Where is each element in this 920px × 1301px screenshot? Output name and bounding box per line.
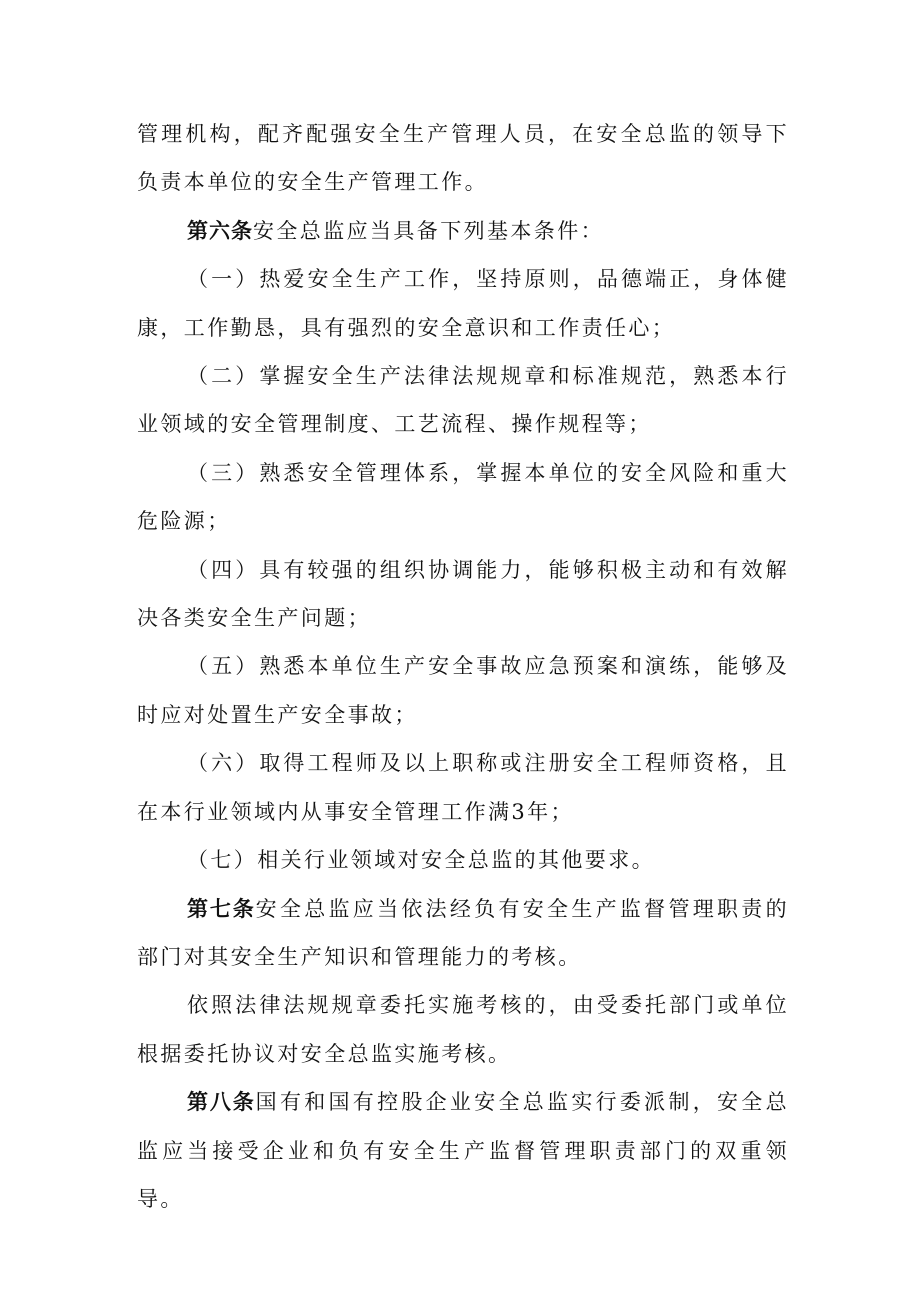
paragraph-text: （二）掌握安全生产法律法规规章和标准规范，熟悉本行业领域的安全管理制度、工艺流程、操作规程等； <box>137 364 789 437</box>
article-8-paragraph <box>137 1078 789 1223</box>
condition-item-6 <box>137 739 789 836</box>
condition-item-4 <box>137 546 789 643</box>
condition-item-1 <box>137 255 789 352</box>
article-7-continuation <box>137 981 789 1078</box>
paragraph-text: 国有和国有控股企业安全总监实行委派制，安全总监应当接受企业和负有安全生产监督管理职责部门的双重领导。 <box>137 1090 789 1211</box>
article-7-paragraph <box>137 885 789 982</box>
paragraph-text: （五）熟悉本单位生产安全事故应急预案和演练，能够及时应对处置生产安全事故； <box>137 654 789 727</box>
paragraph-text: 安全总监应当依法经负有安全生产监督管理职责的部门对其安全生产知识和管理能力的考核。 <box>137 896 789 969</box>
paragraph-continuation <box>137 110 789 207</box>
article-label: 第七条 <box>187 895 256 921</box>
article-label: 第八条 <box>187 1089 256 1115</box>
paragraph-text: 安全总监应当具备下列基本条件： <box>253 218 604 243</box>
condition-item-5 <box>137 642 789 739</box>
paragraph-text: （四）具有较强的组织协调能力，能够积极主动和有效解决各类安全生产问题； <box>137 557 789 631</box>
paragraph-text: （三）熟悉安全管理体系，掌握本单位的安全风险和重大危险源； <box>137 460 789 534</box>
paragraph-text: （六）取得工程师及以上职称或注册安全工程师资格，且在本行业领域内从事安全管理工作满3年； <box>137 751 789 824</box>
article-label: 第六条 <box>187 217 253 243</box>
condition-item-2 <box>137 352 789 449</box>
paragraph-text: （一）热爱安全生产工作，坚持原则，品德端正，身体健康，工作勤恳，具有强烈的安全意识和工作责任心； <box>137 267 789 340</box>
paragraph-text: 管理机构，配齐配强安全生产管理人员，在安全总监的领导下负责本单位的安全生产管理工作。 <box>137 122 789 195</box>
paragraph-text: 依照法律法规规章委托实施考核的，由受委托部门或单位根据委托协议对安全总监实施考核。 <box>137 993 789 1066</box>
paragraph-text: （七）相关行业领域对安全总监的其他要求。 <box>187 848 655 873</box>
document-body <box>137 110 789 1223</box>
article-6-paragraph <box>137 207 789 255</box>
condition-item-7 <box>137 836 789 884</box>
condition-item-3 <box>137 449 789 546</box>
